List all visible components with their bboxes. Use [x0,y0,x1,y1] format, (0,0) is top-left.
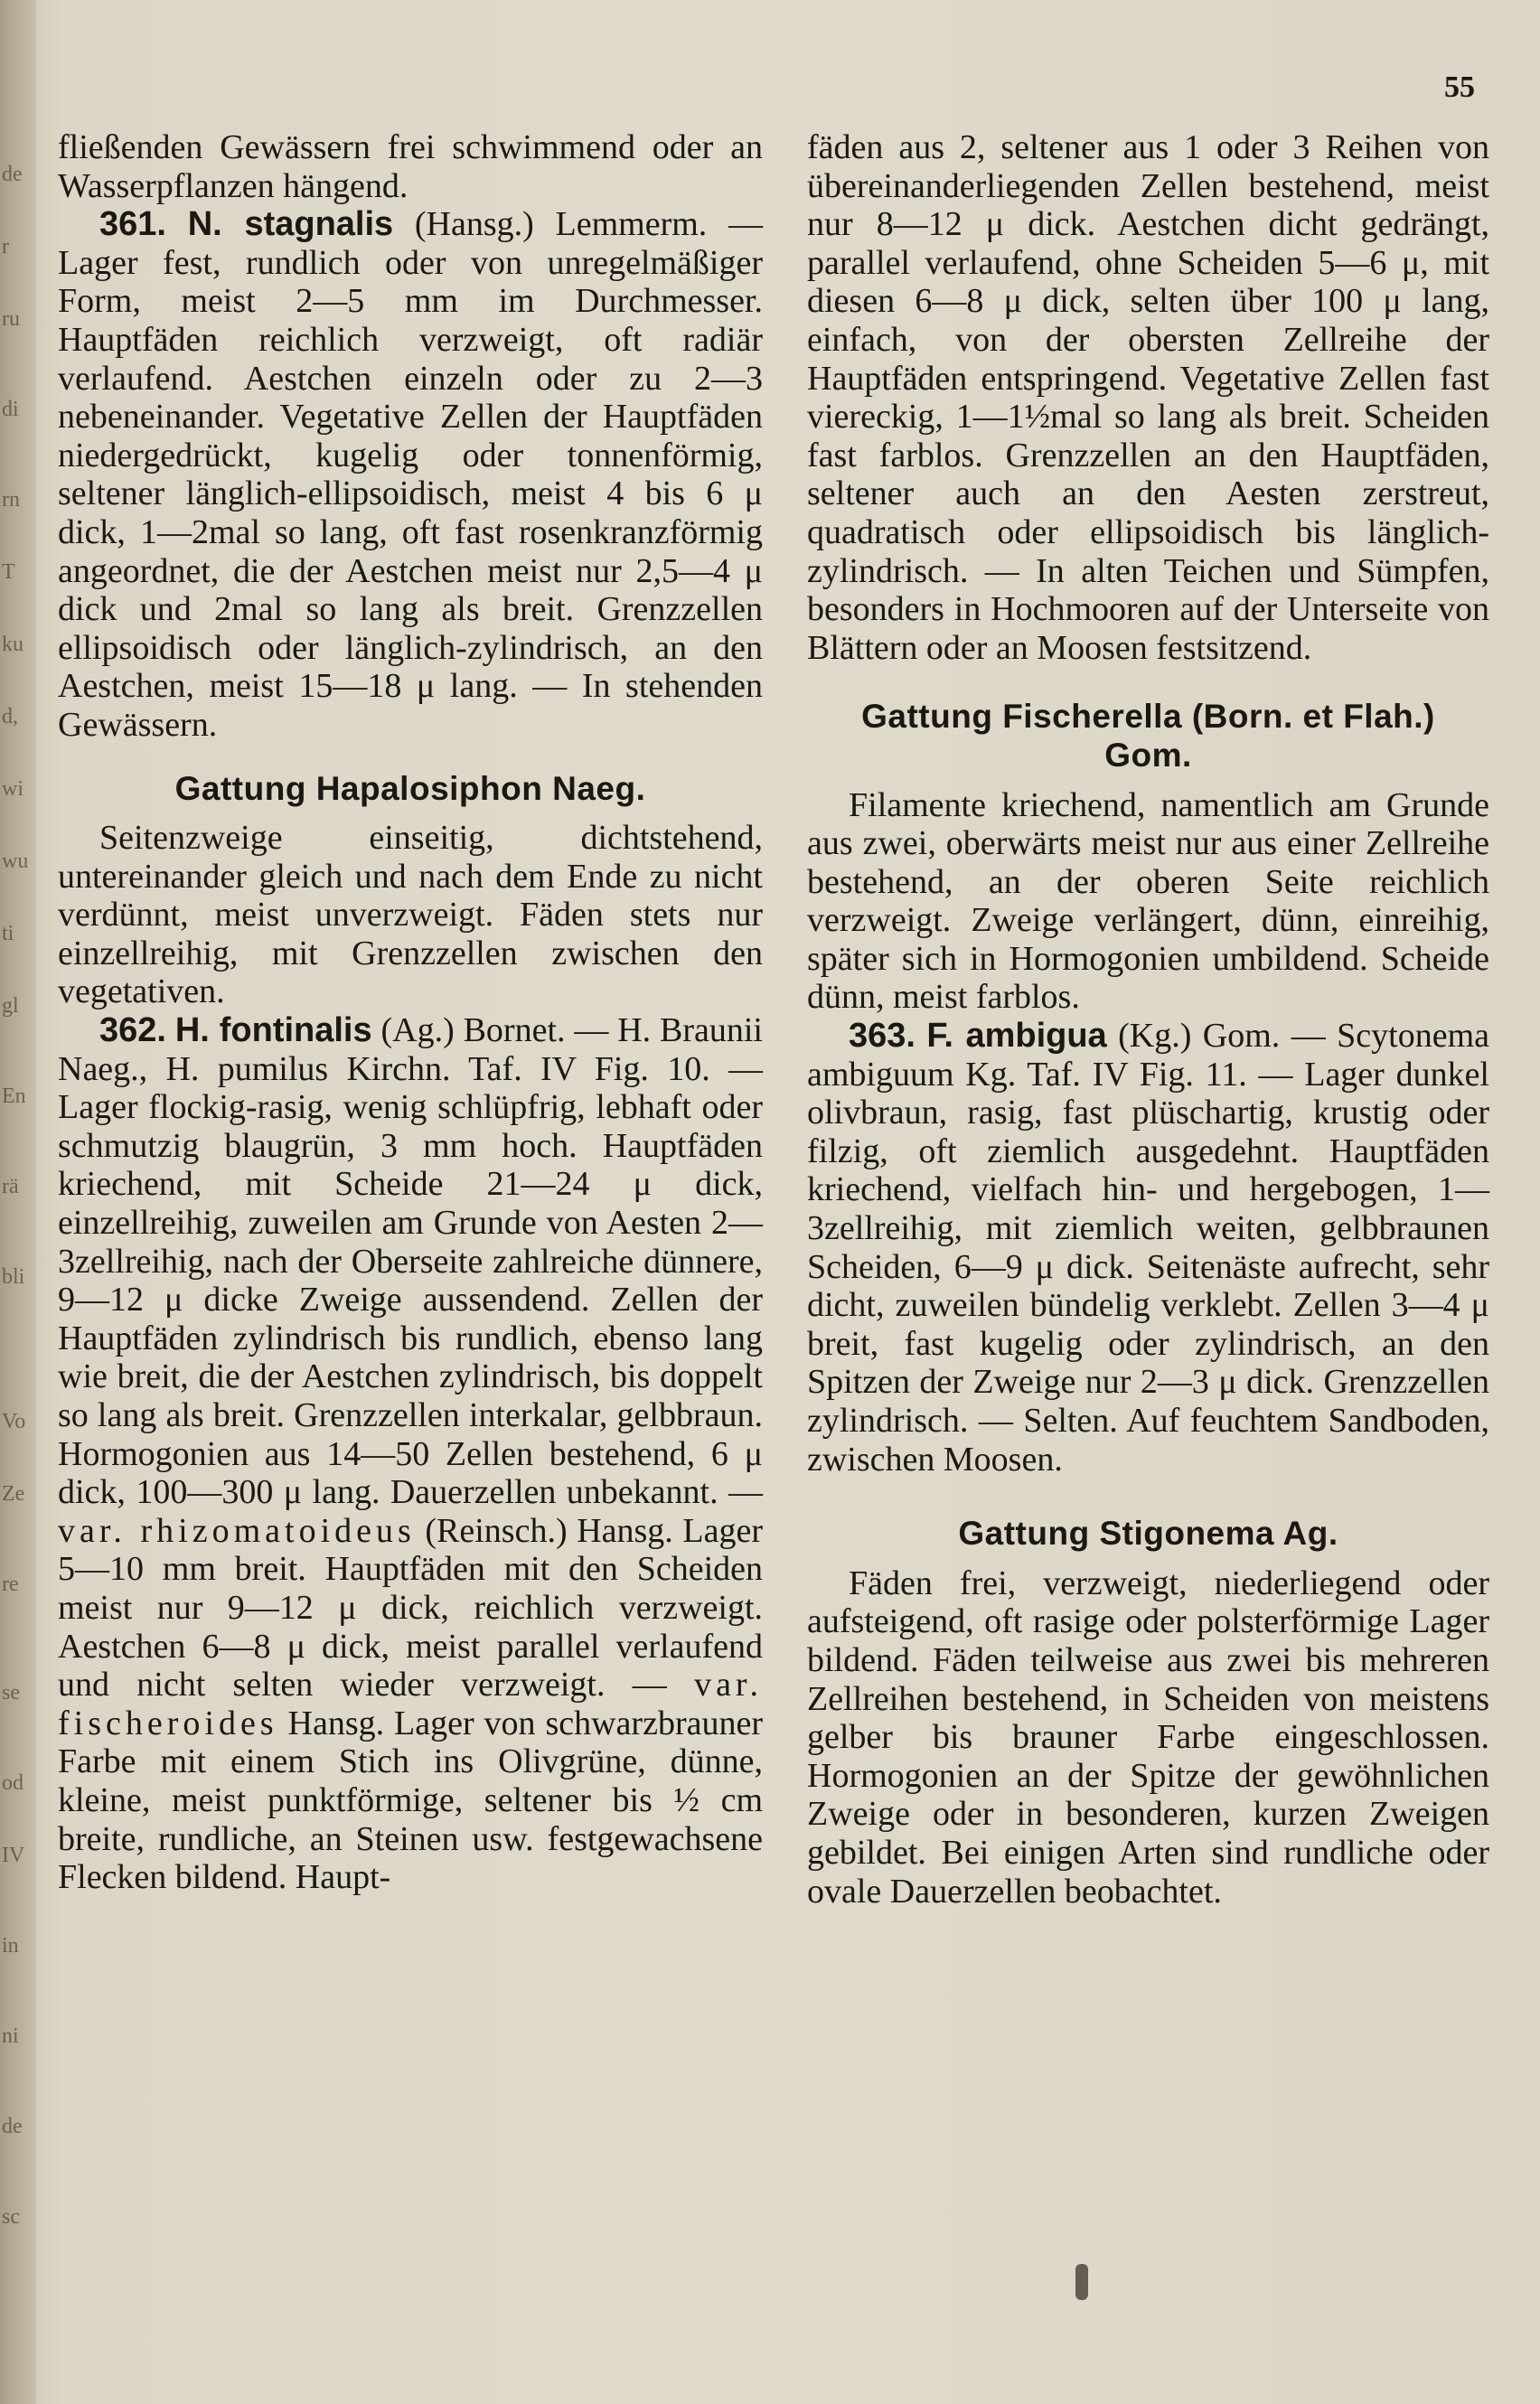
genus-heading-hapalosiphon: Gattung Hapalosiphon Naeg. [174,769,646,807]
variety-name: var. fischeroides [58,1666,763,1742]
previous-page-edge: de r ru di rn T ku d, wi wu ti gl En rä bli Vo Ze re se od IV in ni de sc [0,0,36,2404]
entry-number: 362. [99,1011,166,1050]
left-column [58,128,763,1897]
continuation-paragraph: fäden aus 2, seltener aus 1 oder 3 Reihen von übereinanderliegenden Zellen bestehend, meist nur 8—12 μ dick. Aestchen dicht gedrängt, parallel verlaufend, ohne Scheiden 5—6 μ, mit diesen 6—8 μ dick, selten über 100 μ lang, einfach, von der obersten Zellreihe der Hauptfäden entspringend. Vegetative Zellen fast viereckig, 1—1½mal so lang als breit. Scheiden fast farblos. Grenzzellen an den Hauptfäden, seltener auch an den Aesten zerstreut, quadratisch oder ellipsoidisch bis länglich-zylindrisch. — In alten Teichen und Sümpfen, besonders in Hochmooren auf der Unterseite von Blättern oder an Moosen festsitzend. [807,128,1489,667]
right-column [807,128,1489,1911]
entry-number: 363. [849,1017,916,1056]
intro-paragraph: fließenden Gewässern frei schwimmend oder an Wasserpflanzen hängend. [58,128,763,205]
species-name: H. fontinalis [174,1011,372,1050]
species-description: Hansg. Lager von schwarzbrauner Farbe mit einem Stich ins Olivgrüne, dünne, kleine, meist punktförmige, seltener bis ½ cm breite, rundliche, an Steinen usw. festgewachsene Flecken bildend. Haupt- [58,1704,763,1897]
species-description: (Hansg.) Lemmerm. — Lager fest, rundlich oder von unregelmäßiger Form, meist 2—5 mm im Durchmesser. Hauptfäden reichlich verzweigt, oft radiär verlaufend. Aestchen einzeln oder zu 2—3 nebeneinander. Vegetative Zellen der Hauptfäden niedergedrückt, kugelig oder tonnenförmig, seltener länglich-ellipsoidisch, meist 4 bis 6 μ dick, 1—2mal so lang, oft fast rosenkranzförmig angeordnet, die der Aestchen meist nur 2,5—4 μ dick und 2mal so lang als breit. Grenzzellen ellipsoidisch oder länglich-zylindrisch, an den Aestchen, meist 15—18 μ lang. — In stehenden Gewässern. [58,205,763,744]
genus-description-stigonema: Fäden frei, verzweigt, niederliegend oder aufsteigend, oft rasige oder polsterförmige Lager bildend. Fäden teilweise aus zwei bis mehreren Zellreihen bestehend, in Scheiden von meistens gelber bis brauner Farbe eingeschlossen. Hormogonien an der Spitze der gewöhnlichen Zweige oder in besonderen, kurzen Zweigen gebildet. Bei einigen Arten sind rundliche oder ovale Dauerzellen beobachtet. [807,1564,1489,1911]
species-entry-361 [58,205,763,744]
species-name: N. stagnalis [187,205,394,244]
species-description: (Ag.) Bornet. — H. Braunii Naeg., H. pumilus Kirchn. Taf. IV Fig. 10. — Lager flockig-rasig, wenig schlüpfrig, lebhaft oder schmutzig blaugrün, 3 mm hoch. Hauptfäden kriechend, mit Scheide 21—24 μ dick, einzellreihig, zuweilen am Grunde von Aesten 2—3zellreihig, nach der Oberseite zahlreiche dünnere, 9—12 μ dicke Zweige aussendend. Zellen der Hauptfäden zylindrisch bis rundlich, ebenso lang wie breit, die der Aestchen zylindrisch, bis doppelt so lang als breit. Grenzzellen interkalar, gelbbraun. Hormogonien aus 14—50 Zellen bestehend, 6 μ dick, 100—300 μ lang. Dauerzellen unbekannt. — [58,1011,763,1512]
genus-description-fischerella: Filamente kriechend, namentlich am Grunde aus zwei, oberwärts meist nur aus einer Zellreihe bestehend, an der oberen Seite reichlich verzweigt. Zweige verlängert, dünn, einreihig, später sich in Hormogonien umbildend. Scheide dünn, meist farblos. [807,785,1489,1017]
species-description: (Kg.) Gom. — Scytonema ambiguum Kg. Taf. IV Fig. 11. — Lager dunkel olivbraun, rasig, fast plüschartig, krustig oder filzig, oft ziemlich ausgedehnt. Hauptfäden kriechend, vielfach hin- und hergebogen, 1—3zellreihig, mit ziemlich weiten, gelbbraunen Scheiden, 6—9 μ dick. Seitenäste aufrecht, sehr dicht, zuweilen bündelig verklebt. Zellen 3—4 μ breit, fast kugelig oder zylindrisch, an den Spitzen der Zweige nur 2—3 μ dick. Grenzzellen zylindrisch. — Selten. Auf feuchtem Sandboden, zwischen Moosen. [807,1017,1489,1479]
genus-heading-fischerella [807,698,1489,775]
genus-heading-stigonema: Gattung Stigonema Ag. [958,1515,1338,1553]
species-description: (Reinsch.) Hansg. Lager 5—10 mm breit. Hauptfäden mit den Scheiden meist nur 9—12 μ dick, reichlich verzweigt. Aestchen 6—8 μ dick, meist parallel verlaufend und nicht selten wieder verzweigt. — [58,1511,763,1704]
page-number: 55 [1444,70,1475,104]
entry-number: 361. [99,205,166,244]
variety-name: var. rhizomatoideus [58,1511,416,1550]
species-entry-362 [58,1011,763,1897]
species-name: F. ambigua [926,1017,1107,1056]
species-entry-363 [807,1017,1489,1479]
genus-heading-line: Gom. [1104,736,1192,774]
ink-blot [1075,2264,1088,2300]
genus-heading-line: Gattung Fischerella (Born. et Flah.) [861,698,1435,736]
genus-description-hapalosiphon: Seitenzweige einseitig, dichtstehend, untereinander gleich und nach dem Ende zu nicht verdünnt, meist unverzweigt. Fäden stets nur einzellreihig, mit Grenzzellen zwischen den vegetativen. [58,819,763,1011]
